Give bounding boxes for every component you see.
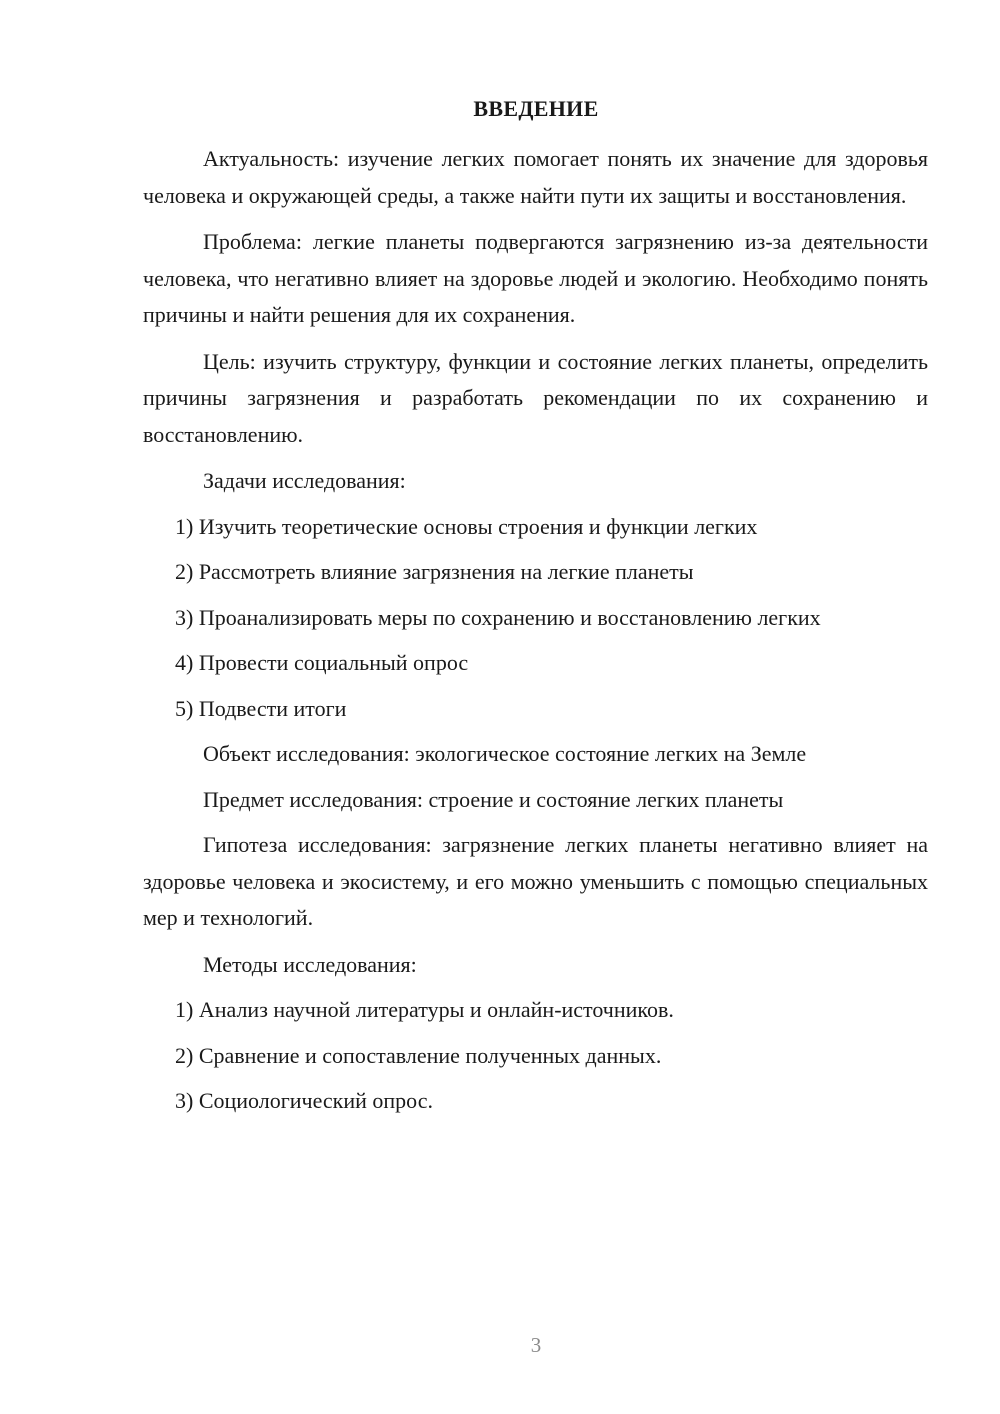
task-item: 5) Подвести итоги (175, 695, 347, 721)
task-item: 2) Рассмотреть влияние загрязнения на легкие планеты (175, 559, 694, 584)
problem-paragraph: Проблема: легкие планеты подвергаются загрязнению из-за деятельности человека, что негативно влияет на здоровье людей и экологию. Необходимо понять причины и найти решения для их сохранения. (143, 229, 928, 327)
method-item: 3) Социологический опрос. (175, 1088, 433, 1113)
document-body (143, 141, 928, 1129)
hypothesis-paragraph: Гипотеза исследования: загрязнение легких планеты негативно влияет на здоровье человека и экосистему, и его можно уменьшить с помощью специальных мер и технологий. (143, 832, 928, 930)
task-item: 3) Проанализировать меры по сохранению и восстановлению легких (175, 604, 821, 630)
task-item: 1) Изучить теоретические основы строения и функции легких (175, 513, 758, 539)
object-line: Объект исследования: экологическое состояние легких на Земле (203, 741, 807, 766)
relevance-paragraph: Актуальность: изучение легких помогает понять их значение для здоровья человека и окружающей среды, а также найти пути их защиты и восстановления. (143, 146, 928, 208)
task-item: 4) Провести социальный опрос (175, 650, 469, 675)
methods-list (143, 992, 928, 1120)
page-number: 3 (530, 1333, 542, 1357)
tasks-list (143, 509, 928, 728)
tasks-heading: Задачи исследования: (203, 468, 406, 493)
method-item: 2) Сравнение и сопоставление полученных данных. (175, 1042, 662, 1068)
page-title: ВВЕДЕНИЕ (473, 96, 599, 121)
goal-paragraph: Цель: изучить структуру, функции и состояние легких планеты, определить причины загрязнения и разработать рекомендации по их сохранению и восстановлению. (143, 348, 928, 447)
methods-heading: Методы исследования: (203, 951, 417, 977)
subject-line: Предмет исследования: строение и состояние легких планеты (203, 786, 784, 812)
method-item: 1) Анализ научной литературы и онлайн-источников. (175, 997, 674, 1022)
